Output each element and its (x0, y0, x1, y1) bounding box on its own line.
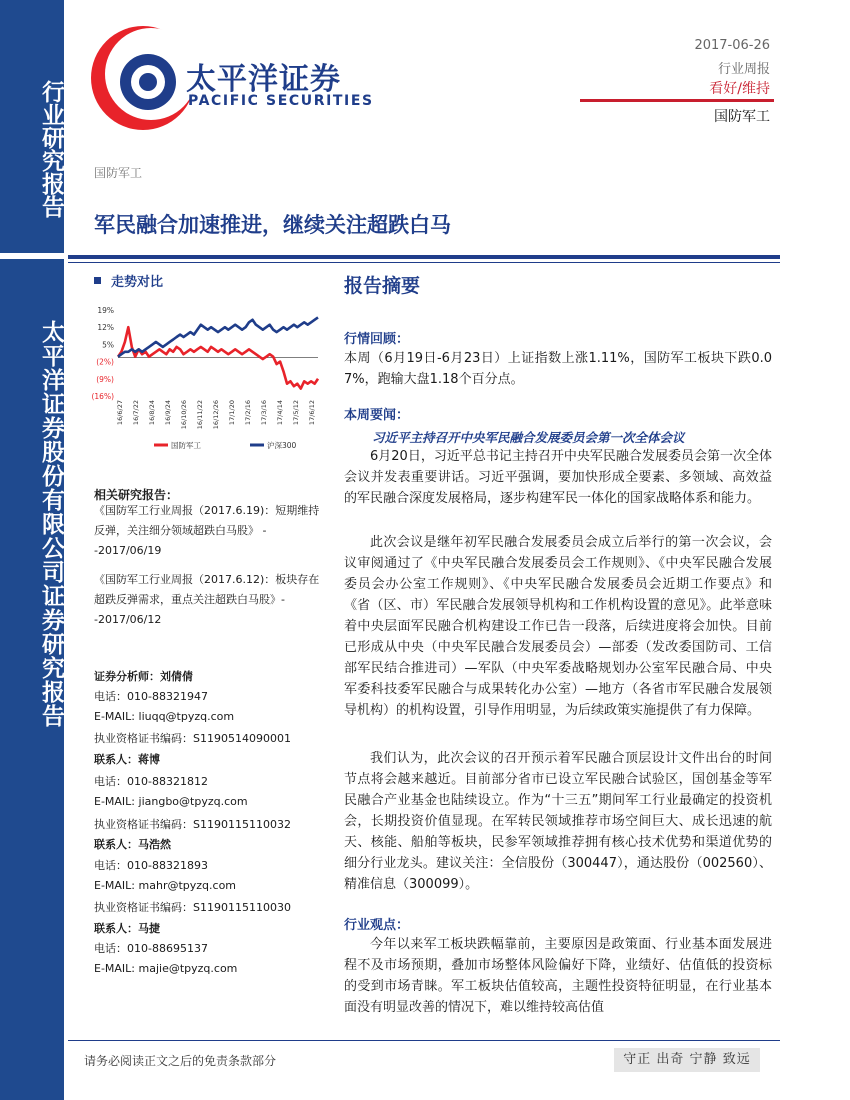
meeting-title: 习近平主持召开中央军民融合发展委员会第一次全体会议 (372, 430, 685, 445)
sidebar (0, 0, 64, 1100)
contact-role: 联系人：马捷 (94, 922, 160, 935)
contact-email[interactable]: E-MAIL: mahr@tpyzq.com (94, 879, 237, 892)
paragraph-4: 今年以来军工板块跌幅靠前，主要原因是政策面、行业基本面发展进程不及市场预期，叠加市场整体风险偏好下降，业绩好、估值低的投资标的受到市场青睐。军工板块估值较高，主题性投资特征明显，在行业基本面没有明显改善的情况下，难以维持较高估值 (344, 937, 772, 1015)
x-tick-label: 16/11/22 (196, 400, 204, 430)
x-tick-label: 16/10/26 (180, 400, 188, 430)
paragraph-1: 6月20日，习近平总书记主持召开中央军民融合发展委员会第一次全体会议并发表重要讲话。习近平强调，要加快形成全要素、多领域、高效益的军民融合深度发展格局，逐步构建军民一体化的国家战略体系和能力。 (344, 449, 772, 506)
legend-label: 沪深300 (267, 441, 297, 450)
square-bullet-icon (94, 277, 101, 284)
related-item[interactable]: 《国防军工行业周报（2017.6.12)：板块存在超跌反弹需求，重点关注超跌白马股》--2017/06/12 (94, 573, 320, 626)
title-rule (68, 255, 780, 259)
x-tick-label: 16/9/24 (164, 400, 172, 426)
contact-cert: 执业资格证书编码：S1190115110032 (94, 818, 291, 831)
related-heading: 相关研究报告： (94, 488, 179, 502)
x-tick-label: 17/3/16 (260, 400, 268, 426)
contact-role: 证券分析师：刘倩倩 (94, 670, 193, 683)
contact-email[interactable]: E-MAIL: majie@tpyzq.com (94, 962, 238, 975)
header-accent-line (580, 99, 774, 102)
sidebar-label-top: 行业研究报告 (38, 80, 64, 218)
logo-name-en: PACIFIC SECURITIES (188, 93, 374, 109)
contact-email[interactable]: E-MAIL: jiangbo@tpyzq.com (94, 795, 248, 808)
y-tick-label: 5% (102, 340, 114, 350)
contact-phone: 电话：010-88321893 (94, 859, 208, 872)
sidebar-divider (0, 253, 64, 259)
trend-chart (86, 296, 326, 456)
related-item[interactable]: 《国防军工行业周报（2017.6.19)：短期维持反弹，关注细分领域超跌白马股》 --2017/06/19 (94, 504, 320, 557)
x-tick-label: 17/4/14 (276, 400, 284, 426)
contact-phone: 电话：010-88695137 (94, 942, 208, 955)
contact-cert: 执业资格证书编码：S1190115110030 (94, 901, 291, 914)
x-tick-label: 17/6/12 (308, 400, 316, 426)
x-tick-label: 16/8/24 (148, 400, 156, 426)
header-sector: 国防军工 (714, 109, 770, 125)
x-tick-label: 16/12/26 (212, 400, 220, 430)
trend-heading (94, 271, 163, 290)
y-tick-label: 19% (97, 306, 114, 315)
market-text: 本周（6月19日-6月23日）上证指数上涨1.11%，国防军工板块下跌0.07%，跑输大盘1.18个百分点。 (344, 351, 772, 387)
footer-motto: 守正 出奇 宁静 致远 (614, 1048, 760, 1072)
summary-heading: 报告摘要 (344, 275, 421, 297)
x-tick-label: 17/2/16 (244, 400, 252, 426)
page-title: 军民融合加速推进，继续关注超跌白马 (94, 213, 451, 237)
footer-disclaimer: 请务必阅读正文之后的免责条款部分 (84, 1054, 277, 1068)
contact-role: 联系人：马浩然 (94, 838, 171, 851)
y-tick-label: (9%) (96, 374, 114, 384)
x-tick-label: 16/6/27 (116, 400, 124, 426)
contact-phone: 电话：010-88321947 (94, 690, 208, 703)
y-tick-label: 12% (97, 323, 114, 333)
legend-label: 国防军工 (171, 441, 201, 450)
x-tick-label: 17/1/20 (228, 400, 236, 426)
contact-email[interactable]: E-MAIL: liuqq@tpyzq.com (94, 710, 235, 723)
view-heading: 行业观点： (344, 918, 410, 933)
rating: 看好/维持 (709, 81, 770, 97)
paragraph-3: 我们认为，此次会议的召开预示着军民融合顶层设计文件出台的时间节点将会越来越近。目前部分省市已设立军民融合试验区，国创基金等军民融合产业基金也陆续设立。作为“十三五”期间军工行业最确定的投资机会，长期投资价值显现。在军转民领域推荐市场空间巨大、成长迅速的航天、核能、船舶等板块，民参军领域推荐拥有核心技术优势和渠道优势的细分行业龙头。建议关注：全信股份（300447），通达股份（002560）、精准信息（300099）。 (344, 751, 772, 892)
x-tick-label: 17/5/12 (292, 400, 300, 426)
market-heading: 行情回顾： (344, 332, 410, 347)
focus-heading: 本周要闻： (344, 408, 410, 423)
contact-phone: 电话：010-88321812 (94, 775, 208, 788)
y-tick-label: (16%) (91, 392, 114, 401)
sector-label: 国防军工 (94, 166, 143, 180)
paragraph-2: 此次会议是继年初军民融合发展委员会成立后举行的第一次会议，会议审阅通过了《中央军民融合发展委员会工作规则》、《中央军民融合发展委员会办公室工作规则》、《中央军民融合发展委员会近期工作要点》和《省（区、市）军民融合发展领导机构和工作机构设置的意见》。此举意味着中央层面军民融合机构建设工作已告一段落，后续进度将会加快。目前已形成从中央（中央军民融合发展委员会）—部委（发改委国防司、工信部军民结合推进司）—军队（中央军委战略规划办公室军民融合局、中央军委科技委军民融合与成果转化办公室）—地方（各省市军民融合发展领导机构）的机构设置，引导作用明显，为后续政策实施提供了有力保障。 (344, 535, 772, 718)
contact-cert: 执业资格证书编码：S1190514090001 (94, 732, 291, 745)
logo-name-cn: 太平洋证券 (186, 62, 341, 97)
sidebar-label-bottom: 太平洋证券股份有限公司证券研究报告 (38, 320, 64, 728)
trend-heading-text: 走势对比 (111, 275, 164, 290)
report-date: 2017-06-26 (694, 38, 770, 53)
contact-role: 联系人：蒋博 (94, 753, 160, 766)
report-type: 行业周报 (717, 62, 770, 77)
footer-rule (68, 1040, 780, 1041)
y-tick-label: (2%) (96, 357, 114, 367)
x-tick-label: 16/7/22 (132, 400, 140, 426)
title-rule-thin (68, 262, 780, 263)
